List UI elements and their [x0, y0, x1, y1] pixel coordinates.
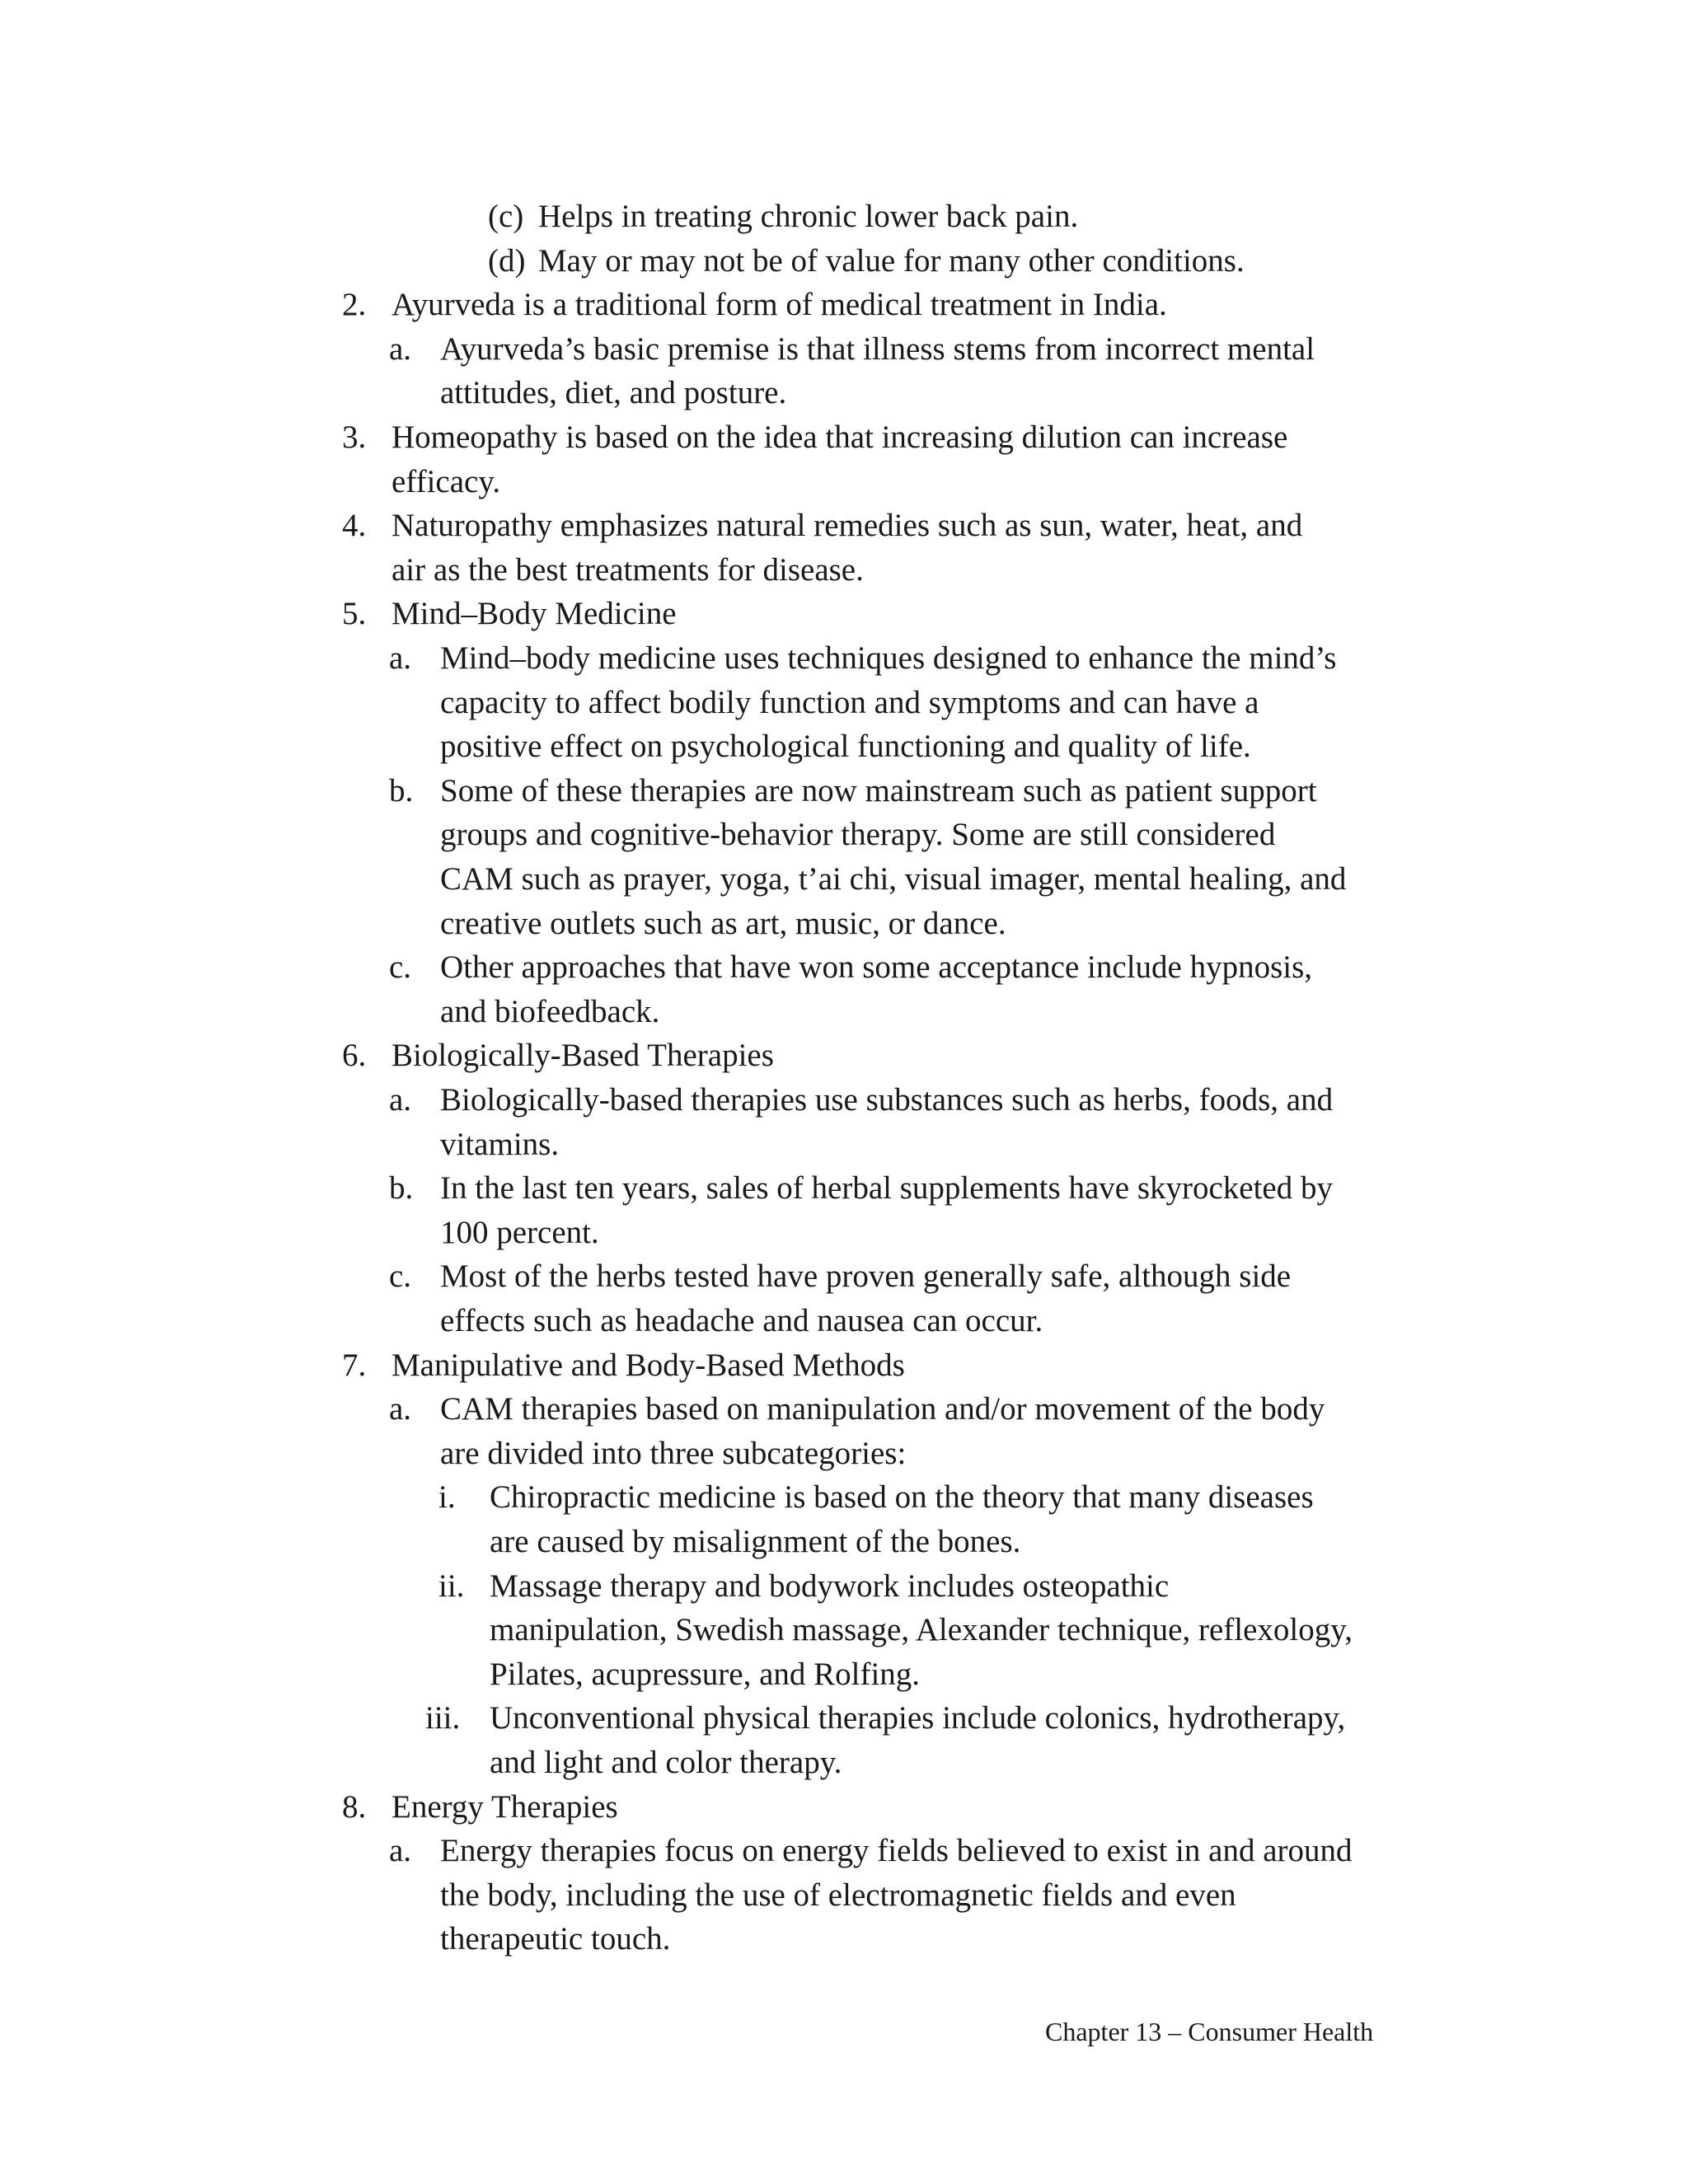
- list-item-text: capacity to affect bodily function and symptoms and can have a: [440, 684, 1259, 720]
- list-item-text: Homeopathy is based on the idea that increasing dilution can increase: [392, 419, 1288, 455]
- list-marker: a.: [389, 330, 412, 367]
- list-item-text: 100 percent.: [440, 1214, 599, 1250]
- list-item-text: Some of these therapies are now mainstream such as patient support: [440, 772, 1317, 808]
- list-item-text: Chiropractic medicine is based on the theory that many diseases: [490, 1479, 1314, 1516]
- list-item-text: Mind–Body Medicine: [392, 596, 677, 632]
- list-item-text: and biofeedback.: [440, 993, 660, 1029]
- list-marker: a.: [389, 640, 412, 676]
- list-marker: 4.: [342, 508, 367, 544]
- list-marker: (d): [488, 242, 526, 279]
- list-marker: 6.: [342, 1038, 367, 1074]
- list-marker: iii.: [425, 1700, 461, 1736]
- list-item-text: efficacy.: [392, 463, 501, 499]
- list-marker: 2.: [342, 287, 367, 323]
- list-item-text: the body, including the use of electromagnetic fields and even: [440, 1877, 1236, 1913]
- list-item-text: Naturopathy emphasizes natural remedies such as sun, water, heat, and: [392, 508, 1303, 544]
- list-item-text: attitudes, diet, and posture.: [440, 375, 787, 411]
- list-item-text: Ayurveda’s basic premise is that illness stems from incorrect mental: [440, 330, 1315, 367]
- list-item-text: Ayurveda is a traditional form of medical treatment in India.: [392, 287, 1167, 323]
- list-marker: a.: [389, 1082, 412, 1118]
- list-item-text: May or may not be of value for many other conditions.: [538, 242, 1245, 279]
- list-marker: a.: [389, 1391, 412, 1427]
- list-item-text: Energy Therapies: [392, 1788, 618, 1825]
- list-item-text: Unconventional physical therapies include colonics, hydrotherapy,: [490, 1700, 1346, 1736]
- list-item-text: creative outlets such as art, music, or dance.: [440, 905, 1006, 941]
- list-marker: 8.: [342, 1788, 367, 1825]
- list-marker: ii.: [438, 1568, 465, 1604]
- list-item-text: groups and cognitive-behavior therapy. Some are still considered: [440, 817, 1276, 853]
- list-marker: 5.: [342, 596, 367, 632]
- list-item-text: Biologically-Based Therapies: [392, 1038, 774, 1074]
- list-item-text: are caused by misalignment of the bones.: [490, 1524, 1021, 1559]
- list-item-text: Pilates, acupressure, and Rolfing.: [490, 1656, 921, 1692]
- list-item-text: manipulation, Swedish massage, Alexander technique, reflexology,: [490, 1612, 1353, 1648]
- list-item-text: and light and color therapy.: [490, 1745, 842, 1780]
- list-item-text: Most of the herbs tested have proven generally safe, although side: [440, 1258, 1292, 1295]
- list-item-text: therapeutic touch.: [440, 1921, 671, 1957]
- list-marker: i.: [438, 1479, 456, 1516]
- list-item-text: effects such as headache and nausea can occur.: [440, 1303, 1043, 1338]
- list-item-text: are divided into three subcategories:: [440, 1435, 907, 1471]
- list-item-text: Energy therapies focus on energy fields believed to exist in and around: [440, 1833, 1353, 1869]
- page-footer: Chapter 13 – Consumer Health: [1045, 2017, 1374, 2046]
- list-item-text: Helps in treating chronic lower back pain.: [538, 199, 1079, 234]
- list-item-text: CAM therapies based on manipulation and/or movement of the body: [440, 1391, 1325, 1427]
- list-item-text: Massage therapy and bodywork includes osteopathic: [490, 1568, 1170, 1604]
- list-item-text: In the last ten years, sales of herbal supplements have skyrocketed by: [440, 1170, 1333, 1207]
- list-marker: (c): [488, 199, 524, 234]
- list-item-text: Mind–body medicine uses techniques designed to enhance the mind’s: [440, 640, 1337, 676]
- list-marker: b.: [389, 1170, 414, 1207]
- list-marker: 3.: [342, 419, 367, 455]
- list-item-text: Other approaches that have won some acceptance include hypnosis,: [440, 949, 1313, 986]
- list-marker: a.: [389, 1833, 412, 1869]
- list-marker: c.: [389, 949, 412, 986]
- list-item-text: Biologically-based therapies use substances such as herbs, foods, and: [440, 1082, 1334, 1118]
- list-item-text: positive effect on psychological functioning and quality of life.: [440, 729, 1251, 765]
- list-item-text: CAM such as prayer, yoga, t’ai chi, visual imager, mental healing, and: [440, 861, 1347, 897]
- list-item-text: vitamins.: [440, 1126, 560, 1162]
- list-item-text: Manipulative and Body-Based Methods: [392, 1347, 905, 1383]
- list-marker: b.: [389, 772, 414, 808]
- list-marker: 7.: [342, 1347, 367, 1383]
- list-marker: c.: [389, 1258, 412, 1295]
- list-item-text: air as the best treatments for disease.: [392, 551, 864, 588]
